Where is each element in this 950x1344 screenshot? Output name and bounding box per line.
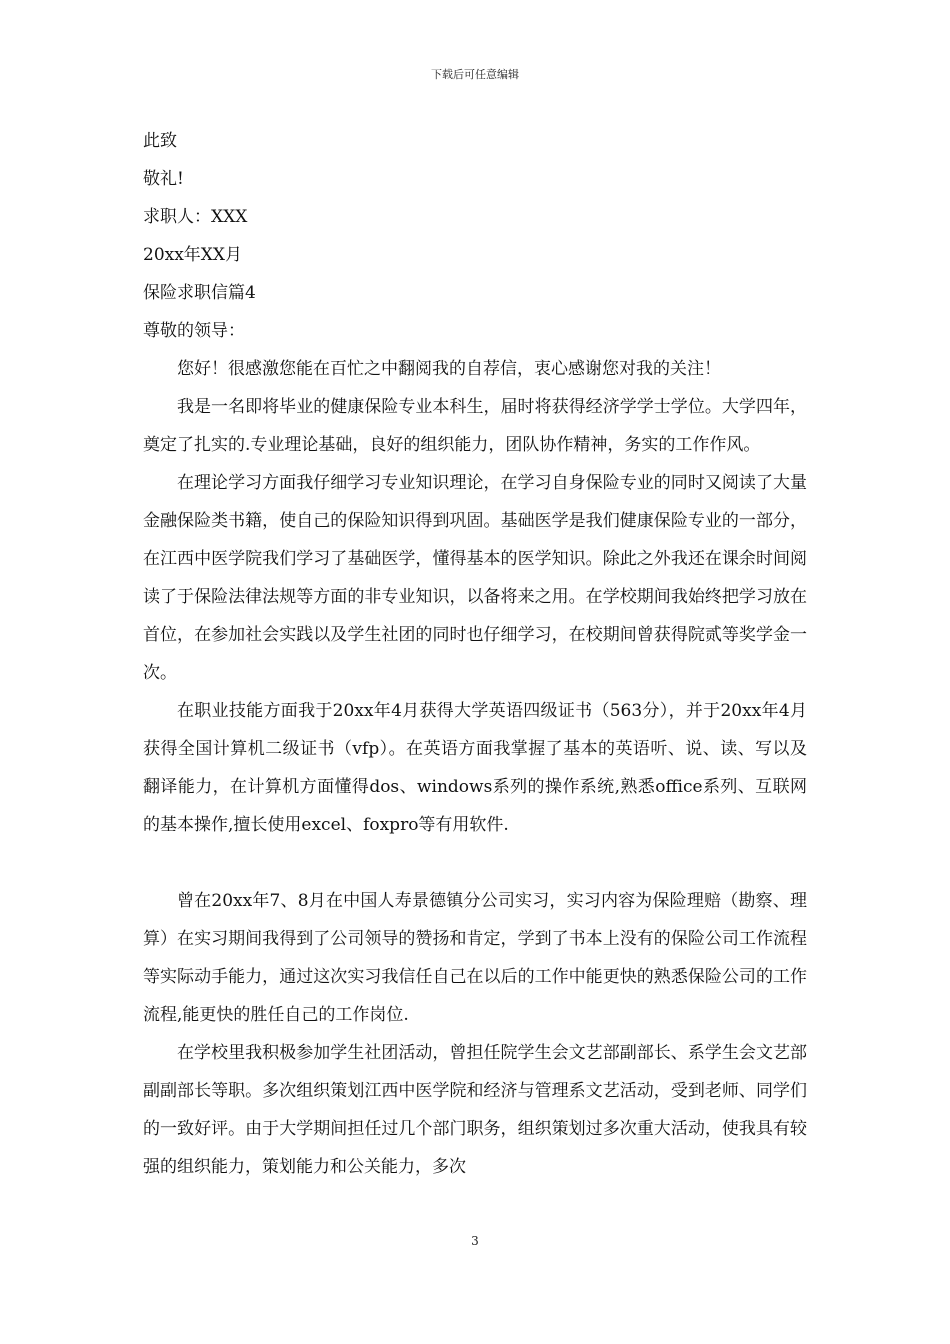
letter-body bbox=[143, 122, 807, 1186]
closing-line-1: 此致 bbox=[143, 131, 177, 151]
date-line: 20xx年XX月 bbox=[143, 245, 243, 265]
closing-line-2: 敬礼! bbox=[143, 169, 184, 189]
salutation: 尊敬的领导： bbox=[143, 321, 245, 341]
paragraph-gap bbox=[143, 844, 807, 882]
paragraph-theory-study: 在理论学习方面我仔细学习专业知识理论，在学习自身保险专业的同时又阅读了大量金融保险类书籍，使自己的保险知识得到巩固。基础医学是我们健康保险专业的一部分，在江西中医学院我们学习了基础医学，懂得基本的医学知识。除此之外我还在课余时间阅读了于保险法律法规等方面的非专业知识，以备将来之用。在学校期间我始终把学习放在首位，在参加社会实践以及学生社团的同时也仔细学习，在校期间曾获得院贰等奖学金一次。 bbox=[143, 473, 807, 683]
signature-line: 求职人：XXX bbox=[143, 207, 248, 227]
section-title: 保险求职信篇4 bbox=[143, 283, 256, 303]
paragraph-greeting: 您好！很感激您能在百忙之中翻阅我的自荐信，衷心感谢您对我的关注！ bbox=[177, 359, 721, 379]
paragraph-introduction: 我是一名即将毕业的健康保险专业本科生，届时将获得经济学学士学位。大学四年，奠定了扎实的.专业理论基础，良好的组织能力，团队协作精神，务实的工作作风。 bbox=[143, 397, 807, 455]
paragraph-internship: 曾在20xx年7、8月在中国人寿景德镇分公司实习，实习内容为保险理赔（勘察、理算）在实习期间我得到了公司领导的赞扬和肯定，学到了书本上没有的保险公司工作流程等实际动手能力，通过这次实习我信任自己在以后的工作中能更快的熟悉保险公司的工作流程,能更快的胜任自己的工作岗位. bbox=[143, 891, 807, 1025]
page-number: 3 bbox=[471, 1234, 479, 1248]
page-header: 下载后可任意编辑 bbox=[431, 68, 519, 81]
paragraph-activities: 在学校里我积极参加学生社团活动，曾担任院学生会文艺部副部长、系学生会文艺部副副部长等职。多次组织策划江西中医学院和经济与管理系文艺活动，受到老师、同学们的一致好评。由于大学期间担任过几个部门职务，组织策划过多次重大活动，使我具有较强的组织能力，策划能力和公关能力，多次 bbox=[143, 1043, 807, 1177]
paragraph-skills: 在职业技能方面我于20xx年4月获得大学英语四级证书（563分），并于20xx年4月获得全国计算机二级证书（vfp）。在英语方面我掌握了基本的英语听、说、读、写以及翻译能力，在计算机方面懂得dos、windows系列的操作系统,熟悉office系列、互联网的基本操作,擅长使用excel、foxpro等有用软件. bbox=[143, 701, 807, 835]
